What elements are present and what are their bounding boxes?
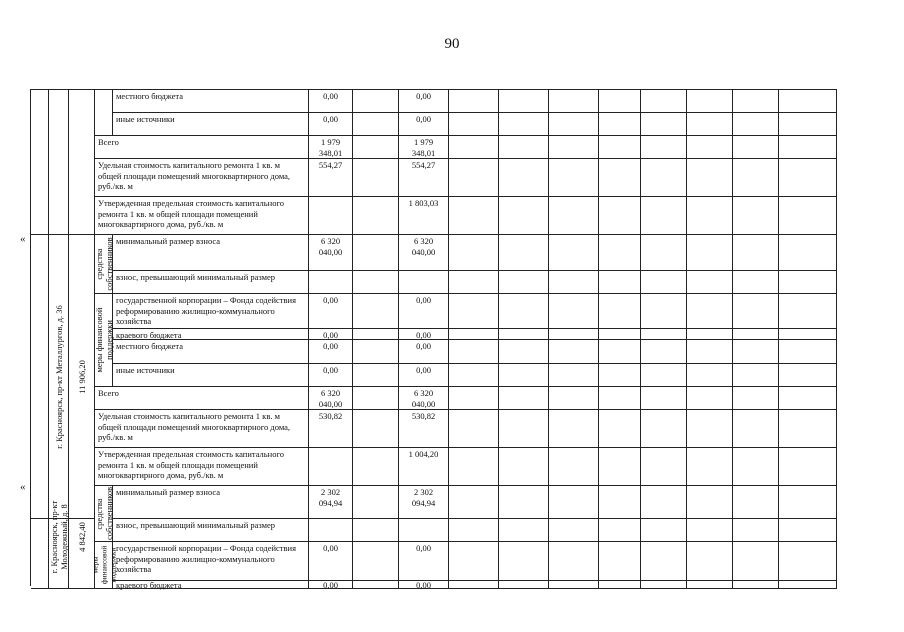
b2-local-budget-v1: 0,00 — [309, 340, 353, 364]
b1-total-v2: 1 979 348,01 — [399, 136, 449, 159]
b3-label-regional-budget: краевого бюджета — [113, 581, 309, 589]
b3-owners-funds-text: средства собственников — [93, 486, 114, 540]
page-number: 90 — [444, 36, 460, 52]
b2-owners-funds-group — [95, 235, 113, 294]
b3-address-text: г. Красноярск, пр-кт Молодежный, д. 8 — [48, 500, 69, 574]
b2-unit-cost-v1: 530,82 — [309, 410, 353, 448]
b1-total-v1: 1 979 348,01 — [309, 136, 353, 159]
b1-local-budget-v2: 0,00 — [399, 90, 449, 113]
b2-support-measures-text: меры финансовой поддержки — [93, 307, 114, 373]
b3-min-contribution-v1: 2 302 094,94 — [309, 486, 353, 519]
b1-max-cost-v2: 1 803,03 — [399, 197, 449, 235]
b3-col1 — [31, 486, 49, 589]
b3-address — [49, 486, 69, 589]
b3-state-corp-v1: 0,00 — [309, 542, 353, 581]
b2-label-unit-cost: Удельная стоимость капитального ремонта 1 кв. м общей площади помещений многоквартирного дома, руб./кв. м — [95, 410, 309, 448]
b2-label-max-cost: Утвержденная предельная стоимость капитального ремонта 1 кв. м общей площади помещений многоквартирного дома, руб./кв. м — [95, 448, 309, 486]
b2-area-text: 11 906,20 — [76, 359, 87, 394]
b2-address — [49, 235, 69, 519]
b2-label-regional-budget: краевого бюджета — [113, 329, 309, 340]
margin-mark-1: « — [20, 233, 26, 245]
b2-label-local-budget: местного бюджета — [113, 340, 309, 364]
b2-regional-budget-v1: 0,00 — [309, 329, 353, 340]
capital-repair-table — [30, 89, 837, 590]
b3-regional-budget-v1: 0,00 — [309, 581, 353, 589]
b3-support-measures-group — [90, 542, 117, 589]
b2-label-min-contribution: минимальный размер взноса — [113, 235, 309, 271]
b3-owners-funds-group — [95, 486, 113, 542]
b2-other-sources-v1: 0,00 — [309, 364, 353, 387]
b2-support-measures-group — [95, 294, 113, 387]
margin-mark-2: « — [20, 481, 26, 493]
b1-local-budget-v1: 0,00 — [309, 90, 353, 113]
b1-label-total: Всего — [95, 136, 309, 159]
b1-group — [95, 90, 113, 136]
b3-area-text: 4 842,40 — [76, 522, 87, 552]
b3-regional-budget-v2: 0,00 — [399, 581, 449, 589]
b2-other-sources-v2: 0,00 — [399, 364, 449, 387]
b1-label-max-cost: Утвержденная предельная стоимость капитального ремонта 1 кв. м общей площади помещений многоквартирного дома, руб./кв. м — [95, 197, 309, 235]
b1-label-local-budget: местного бюджета — [113, 90, 309, 113]
b2-owners-funds-text: средства собственников — [93, 237, 114, 291]
b2-area — [69, 235, 95, 519]
b2-state-corp-v2: 0,00 — [399, 294, 449, 329]
b2-col1 — [31, 235, 49, 519]
b1-label-other-sources: иные источники — [113, 113, 309, 136]
b1-unit-cost-v1: 554,27 — [309, 159, 353, 197]
b1-col3 — [69, 90, 95, 235]
b2-max-cost-v2: 1 004,20 — [399, 448, 449, 486]
b2-label-total: Всего — [95, 387, 309, 410]
b2-local-budget-v2: 0,00 — [399, 340, 449, 364]
b3-min-contribution-v2: 2 302 094,94 — [399, 486, 449, 519]
b2-label-state-corp: государственной корпорации – Фонда содействия реформированию жилищно-коммунального хозяйства — [113, 294, 309, 329]
b2-label-excess-contribution: взнос, превышающий минимальный размер — [113, 271, 309, 294]
b3-support-measures-text: меры финансовой поддержки — [90, 545, 117, 585]
b2-label-other-sources: иные источники — [113, 364, 309, 387]
b2-total-v2: 6 320 040,00 — [399, 387, 449, 410]
b2-regional-budget-v2: 0,00 — [399, 329, 449, 340]
b2-min-contribution-v2: 6 320 040,00 — [399, 235, 449, 271]
b1-other-sources-v1: 0,00 — [309, 113, 353, 136]
b2-state-corp-v1: 0,00 — [309, 294, 353, 329]
b2-total-v1: 6 320 040,00 — [309, 387, 353, 410]
b1-col1 — [31, 90, 49, 235]
b2-min-contribution-v1: 6 320 040,00 — [309, 235, 353, 271]
b2-address-text: г. Красноярск, пр-кт Металлургов, д. 36 — [53, 304, 64, 449]
b3-label-min-contribution: минимальный размер взноса — [113, 486, 309, 519]
b1-unit-cost-v2: 554,27 — [399, 159, 449, 197]
b3-state-corp-v2: 0,00 — [399, 542, 449, 581]
b1-other-sources-v2: 0,00 — [399, 113, 449, 136]
b3-label-state-corp: государственной корпорации – Фонда содействия реформированию жилищно-коммунального хозяйства — [113, 542, 309, 581]
b1-label-unit-cost: Удельная стоимость капитального ремонта 1 кв. м общей площади помещений многоквартирного дома, руб./кв. м — [95, 159, 309, 197]
b2-unit-cost-v2: 530,82 — [399, 410, 449, 448]
b3-label-excess-contribution: взнос, превышающий минимальный размер — [113, 519, 309, 542]
b1-col2 — [49, 90, 69, 235]
